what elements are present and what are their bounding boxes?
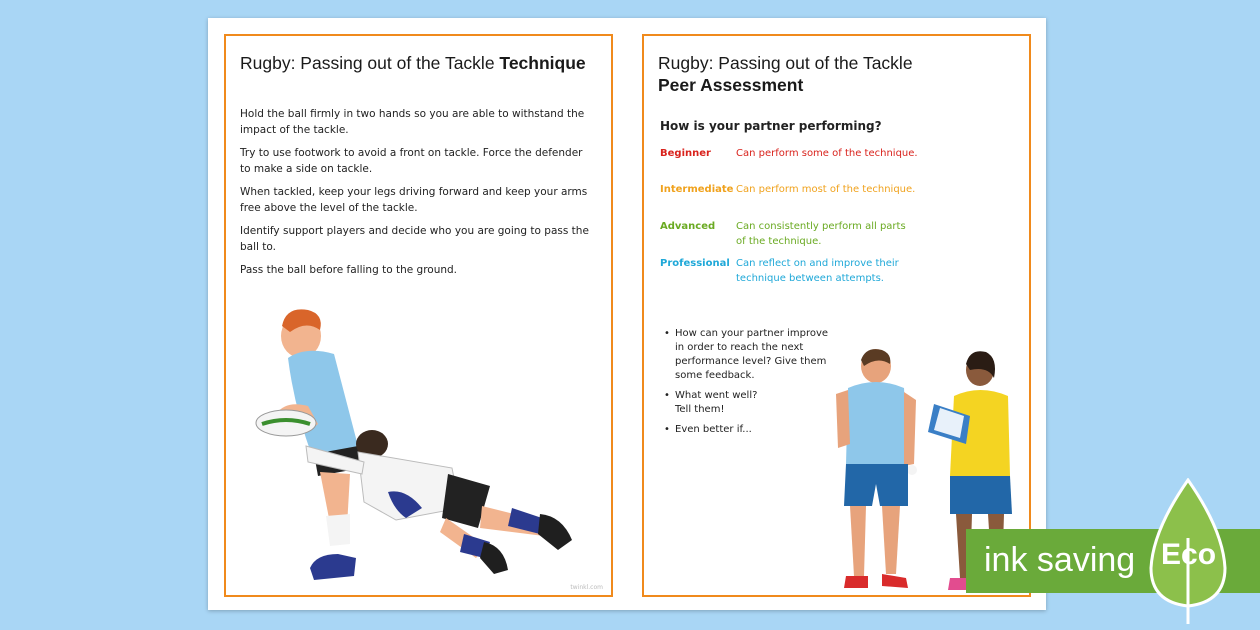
performance-question: How is your partner performing? bbox=[660, 119, 882, 133]
level-name: Intermediate bbox=[660, 184, 734, 195]
feedback-prompt: • Even better if... bbox=[664, 423, 834, 437]
peer-title-line2: Peer Assessment bbox=[658, 75, 804, 95]
level-description: Can consistently perform all parts of the technique. bbox=[736, 221, 906, 247]
instruction-paragraph: Hold the ball firmly in two hands so you are able to withstand the impact of the tackle. bbox=[240, 108, 585, 136]
ink-saving-text: ink saving bbox=[984, 541, 1136, 579]
level-description: Can reflect on and improve their technique between attempts. bbox=[736, 258, 899, 284]
level-name: Beginner bbox=[660, 148, 711, 159]
level-description: Can perform most of the technique. bbox=[736, 184, 916, 195]
level-description: Can perform some of the technique. bbox=[736, 148, 918, 159]
rugby-tackle-illustration bbox=[246, 296, 606, 586]
technique-instructions bbox=[240, 106, 590, 285]
instruction-paragraph: Identify support players and decide who you are going to pass the ball to. bbox=[240, 225, 589, 253]
instruction-paragraph: Try to use footwork to avoid a front on tackle. Force the defender to make a side on tackle. bbox=[240, 147, 583, 175]
feedback-prompt: • How can your partner improve in order to reach the next performance level? Give them some feedback. bbox=[664, 327, 834, 383]
feedback-prompts bbox=[664, 327, 834, 443]
instruction-paragraph: Pass the ball before falling to the ground. bbox=[240, 264, 458, 276]
worksheet-page bbox=[208, 18, 1046, 610]
eco-leaf-icon bbox=[1133, 478, 1243, 624]
eco-label: Eco bbox=[1161, 538, 1217, 571]
technique-card-title bbox=[240, 52, 597, 74]
level-name: Advanced bbox=[660, 221, 716, 232]
technique-title-bold: Technique bbox=[499, 53, 586, 73]
peer-assessment-title bbox=[658, 52, 1015, 96]
instruction-paragraph: When tackled, keep your legs driving forward and keep your arms free above the level of the tackle. bbox=[240, 186, 588, 214]
technique-title-plain: Rugby: Passing out of the Tackle bbox=[240, 53, 500, 73]
peer-assessment-card bbox=[642, 34, 1031, 597]
technique-card bbox=[224, 34, 613, 597]
feedback-prompt: • What went well? Tell them! bbox=[664, 389, 765, 417]
technique-card-footer: twinkl.com bbox=[570, 584, 603, 591]
level-name: Professional bbox=[660, 258, 730, 269]
peer-title-line1: Rugby: Passing out of the Tackle bbox=[658, 53, 913, 73]
